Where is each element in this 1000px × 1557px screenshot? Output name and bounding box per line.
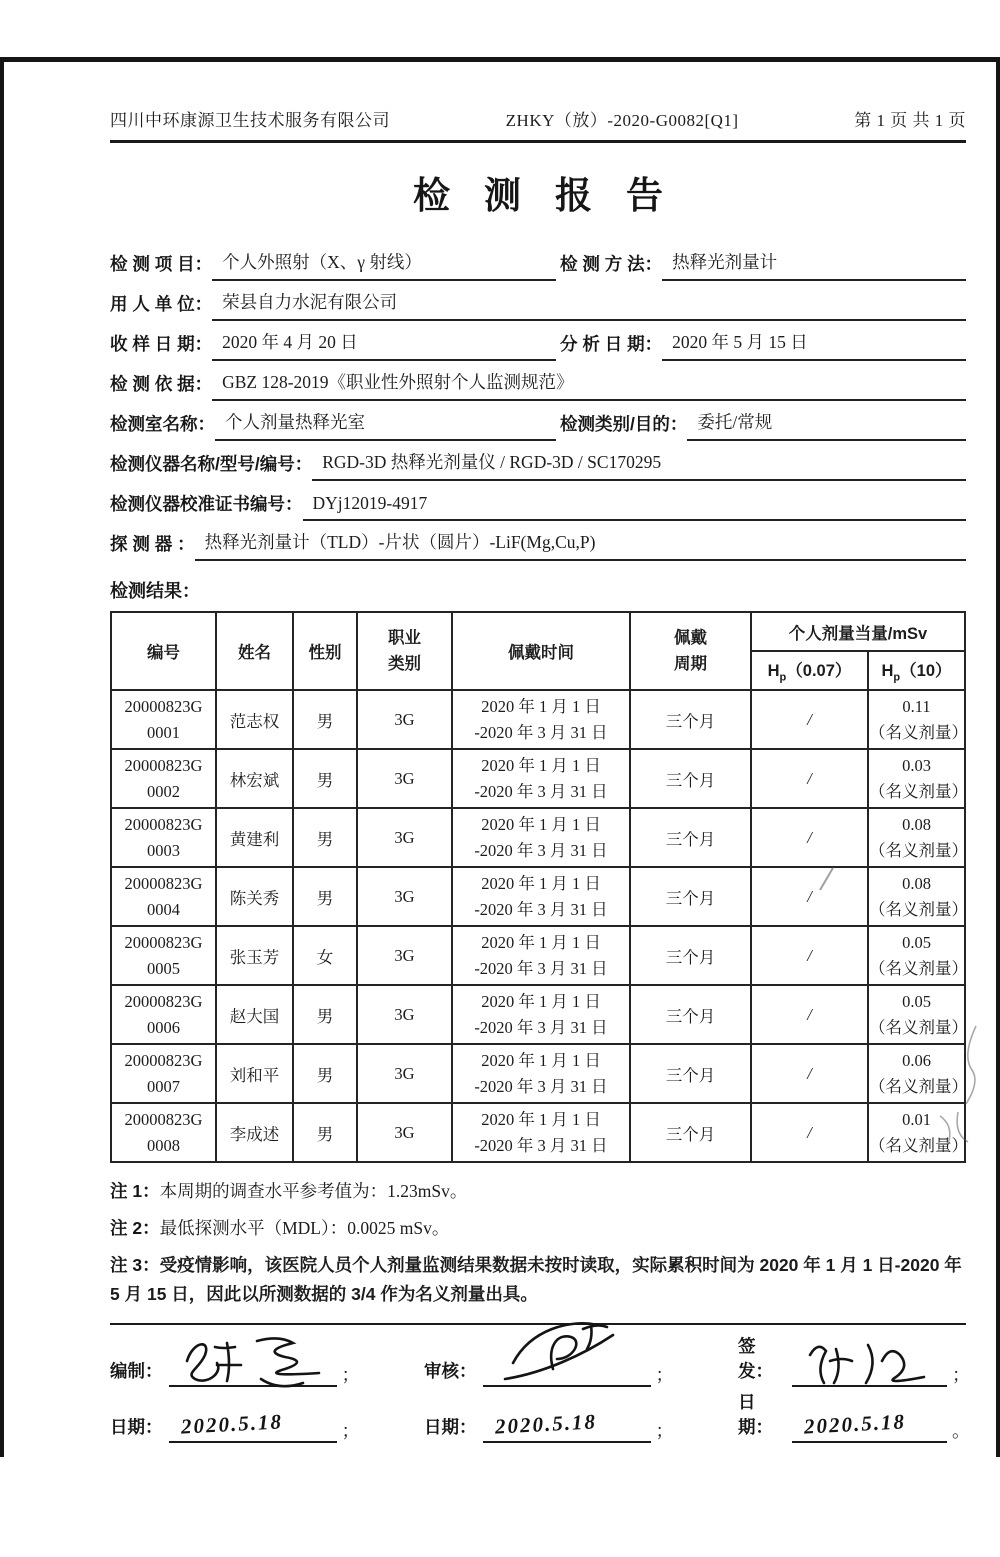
cell-wear-time: 2020 年 1 月 1 日 -2020 年 3 月 31 日: [452, 690, 630, 749]
cell-id: 20000823G 0008: [111, 1103, 216, 1162]
maker-date-handwriting: 2020.5.18: [179, 1409, 284, 1439]
cell-sex: 男: [293, 985, 357, 1044]
cell-id: 20000823G 0005: [111, 926, 216, 985]
report-number: ZHKY（放）-2020-G0082[Q1]: [505, 111, 739, 130]
col-header-id: 编号: [111, 612, 216, 690]
cell-id: 20000823G 0003: [111, 808, 216, 867]
field-row: [110, 321, 966, 361]
cell-wear-time: 2020 年 1 月 1 日 -2020 年 3 月 31 日: [452, 926, 630, 985]
document-header: [110, 106, 966, 131]
field-value-calibration-cert: DYj12019-4917: [303, 493, 967, 521]
reviewer-signature-scribble: [487, 1319, 627, 1389]
cell-hp007: /: [751, 808, 868, 867]
cell-hp10: 0.06 （名义剂量）: [868, 1044, 965, 1103]
note-1: 注 1：本周期的调查水平参考值为：1.23mSv。: [110, 1181, 468, 1201]
cell-name: 李成述: [216, 1103, 293, 1162]
cell-job-class: 3G: [357, 1103, 452, 1162]
issuer-signature-scribble: [796, 1331, 936, 1389]
cell-wear-time: 2020 年 1 月 1 日 -2020 年 3 月 31 日: [452, 1103, 630, 1162]
cell-wear-time: 2020 年 1 月 1 日 -2020 年 3 月 31 日: [452, 808, 630, 867]
cell-name: 刘和平: [216, 1044, 293, 1103]
results-table: [110, 611, 966, 1163]
cell-wear-time: 2020 年 1 月 1 日 -2020 年 3 月 31 日: [452, 1044, 630, 1103]
maker-date-label: 日期：: [110, 1417, 163, 1437]
cell-id: 20000823G 0007: [111, 1044, 216, 1103]
cell-hp007: /: [751, 926, 868, 985]
field-value-analysis-date: 2020 年 5 月 15 日: [662, 329, 966, 361]
cell-sex: 男: [293, 1103, 357, 1162]
col-header-hp10: $H_p(10)$: [868, 651, 965, 690]
cell-job-class: 3G: [357, 808, 452, 867]
field-label-test-item: 检 测 项 目：: [110, 254, 213, 274]
results-body: [111, 690, 968, 1162]
field-value-lab-name: 个人剂量热释光室: [215, 409, 556, 441]
cell-sex: 男: [293, 690, 357, 749]
maker-label: 编制：: [110, 1361, 163, 1381]
cell-wear-time: 2020 年 1 月 1 日 -2020 年 3 月 31 日: [452, 985, 630, 1044]
reviewer-label: 审核：: [424, 1361, 477, 1381]
cell-sex: 女: [293, 926, 357, 985]
cell-hp007: /: [751, 690, 868, 749]
field-value-test-category: 委托/常规: [687, 409, 966, 441]
cell-hp10: 0.08 （名义剂量）: [868, 808, 965, 867]
cell-wear-time: 2020 年 1 月 1 日 -2020 年 3 月 31 日: [452, 749, 630, 808]
table-row: [111, 1103, 965, 1162]
cell-sex: 男: [293, 808, 357, 867]
cell-id: 20000823G 0001: [111, 690, 216, 749]
cell-id: 20000823G 0004: [111, 867, 216, 926]
field-label-sample-date: 收 样 日 期：: [110, 334, 213, 354]
col-header-sex: 性别: [293, 612, 357, 690]
results-section-label: 检测结果：: [110, 581, 200, 601]
col-header-job-class: 职业 类别: [357, 612, 452, 690]
cell-hp10: 0.08 （名义剂量）: [868, 867, 965, 926]
field-value-employer: 荣县自力水泥有限公司: [212, 289, 966, 321]
cell-hp007: /: [751, 1103, 868, 1162]
cell-wear-cycle: 三个月: [630, 926, 751, 985]
cell-name: 黄建利: [216, 808, 293, 867]
cell-wear-cycle: 三个月: [630, 1103, 751, 1162]
col-header-dose-group: 个人剂量当量/mSv: [751, 612, 965, 651]
field-row: [110, 521, 966, 561]
note-3: 注 3：受疫情影响，该医院人员个人剂量监测结果数据未按时读取，实际累积时间为 2020 年 1 月 1 日-2020 年 5 月 15 日，因此以所测数据的 3/4 作为名义剂量出具。: [110, 1255, 962, 1304]
cell-wear-cycle: 三个月: [630, 985, 751, 1044]
field-label-instrument: 检测仪器名称/型号/编号：: [110, 454, 313, 474]
reviewer-date-label: 日期：: [424, 1417, 477, 1437]
reviewer-date-line: [483, 1393, 651, 1443]
cell-hp007: /: [751, 985, 868, 1044]
signature-column-issuer: 签发： ； 日期： 2020.5.18 。: [738, 1339, 970, 1443]
cell-job-class: 3G: [357, 985, 452, 1044]
cell-id: 20000823G 0002: [111, 749, 216, 808]
cell-name: 范志权: [216, 690, 293, 749]
issuer-signature-line: [792, 1337, 947, 1387]
field-value-instrument: RGD-3D 热释光剂量仪 / RGD-3D / SC170295: [312, 449, 966, 481]
page-indicator: 第 1 页 共 1 页: [854, 111, 966, 130]
signature-column-reviewer: 审核： ； 日期： 2020.5.18 ；: [424, 1339, 738, 1443]
cell-hp007: /: [751, 1044, 868, 1103]
note-2: 注 2：最低探测水平（MDL）：0.0025 mSv。: [110, 1218, 450, 1238]
field-label-test-method: 检 测 方 法：: [560, 254, 663, 274]
table-row: [111, 808, 965, 867]
report-title: 检测报告: [413, 175, 697, 216]
field-label-calibration-cert: 检测仪器校准证书编号：: [110, 494, 303, 514]
field-value-test-item: 个人外照射（X、γ 射线）: [212, 249, 556, 281]
cell-hp10: 0.05 （名义剂量）: [868, 926, 965, 985]
field-row: [110, 401, 966, 441]
table-row: [111, 1044, 965, 1103]
table-row: [111, 985, 965, 1044]
cell-job-class: 3G: [357, 690, 452, 749]
table-row: [111, 690, 965, 749]
cell-hp007: /: [751, 867, 868, 926]
field-label-detector: 探 测 器 ：: [110, 534, 195, 554]
cell-name: 陈关秀: [216, 867, 293, 926]
cell-hp10: 0.11 （名义剂量）: [868, 690, 965, 749]
reviewer-date-handwriting: 2020.5.18: [493, 1409, 598, 1439]
header-rule: [110, 140, 966, 143]
cell-wear-cycle: 三个月: [630, 867, 751, 926]
field-label-employer: 用 人 单 位：: [110, 294, 213, 314]
field-row: [110, 481, 966, 521]
cell-job-class: 3G: [357, 749, 452, 808]
report-fields: [110, 241, 966, 561]
issuer-date-label: 日期：: [738, 1392, 773, 1437]
cell-name: 赵大国: [216, 985, 293, 1044]
field-label-test-basis: 检 测 依 据：: [110, 374, 213, 394]
field-value-sample-date: 2020 年 4 月 20 日: [212, 329, 556, 361]
col-header-hp007: $H_p(0.07)$: [751, 651, 868, 690]
field-row: [110, 281, 966, 321]
reviewer-signature-line: [483, 1337, 651, 1387]
table-row: [111, 749, 965, 808]
table-row: [111, 867, 965, 926]
signature-block: [110, 1336, 970, 1443]
cell-job-class: 3G: [357, 867, 452, 926]
cell-job-class: 3G: [357, 926, 452, 985]
field-row: [110, 241, 966, 281]
col-header-wear-cycle: 佩戴 周期: [630, 612, 751, 690]
maker-signature-scribble: [173, 1331, 313, 1389]
cell-name: 张玉芳: [216, 926, 293, 985]
cell-wear-time: 2020 年 1 月 1 日 -2020 年 3 月 31 日: [452, 867, 630, 926]
issuer-date-handwriting: 2020.5.18: [803, 1409, 907, 1439]
cell-sex: 男: [293, 867, 357, 926]
col-header-name: 姓名: [216, 612, 293, 690]
cell-id: 20000823G 0006: [111, 985, 216, 1044]
field-value-detector: 热释光剂量计（TLD）-片状（圆片）-LiF(Mg,Cu,P): [195, 529, 966, 561]
cell-hp10: 0.03 （名义剂量）: [868, 749, 965, 808]
issuer-date-line: [792, 1393, 947, 1443]
issuer-label: 签发：: [738, 1336, 773, 1381]
cell-wear-cycle: 三个月: [630, 1044, 751, 1103]
field-label-test-category: 检测类别/目的：: [560, 414, 688, 434]
cell-wear-cycle: 三个月: [630, 690, 751, 749]
company-name: 四川中环康源卫生技术服务有限公司: [110, 111, 390, 130]
notes-section: [110, 1177, 966, 1309]
table-row: [111, 926, 965, 985]
cell-sex: 男: [293, 1044, 357, 1103]
signature-column-maker: 编制： ； 日期： 2020.5.18 ；: [110, 1339, 424, 1443]
maker-signature-line: [169, 1337, 337, 1387]
cell-sex: 男: [293, 749, 357, 808]
cell-hp10: 0.01 （名义剂量）: [868, 1103, 965, 1162]
cell-job-class: 3G: [357, 1044, 452, 1103]
cell-wear-cycle: 三个月: [630, 749, 751, 808]
maker-date-line: [169, 1393, 337, 1443]
cell-wear-cycle: 三个月: [630, 808, 751, 867]
field-row: [110, 361, 966, 401]
field-row: [110, 441, 966, 481]
col-header-wear-time: 佩戴时间: [452, 612, 630, 690]
results-table-head: [111, 612, 965, 690]
cell-hp007: /: [751, 749, 868, 808]
field-label-analysis-date: 分 析 日 期：: [560, 334, 663, 354]
field-value-test-basis: GBZ 128-2019《职业性外照射个人监测规范》: [212, 369, 966, 401]
cell-name: 林宏斌: [216, 749, 293, 808]
cell-hp10: 0.05 （名义剂量）: [868, 985, 965, 1044]
field-value-test-method: 热释光剂量计: [662, 249, 966, 281]
field-label-lab-name: 检测室名称：: [110, 414, 215, 434]
